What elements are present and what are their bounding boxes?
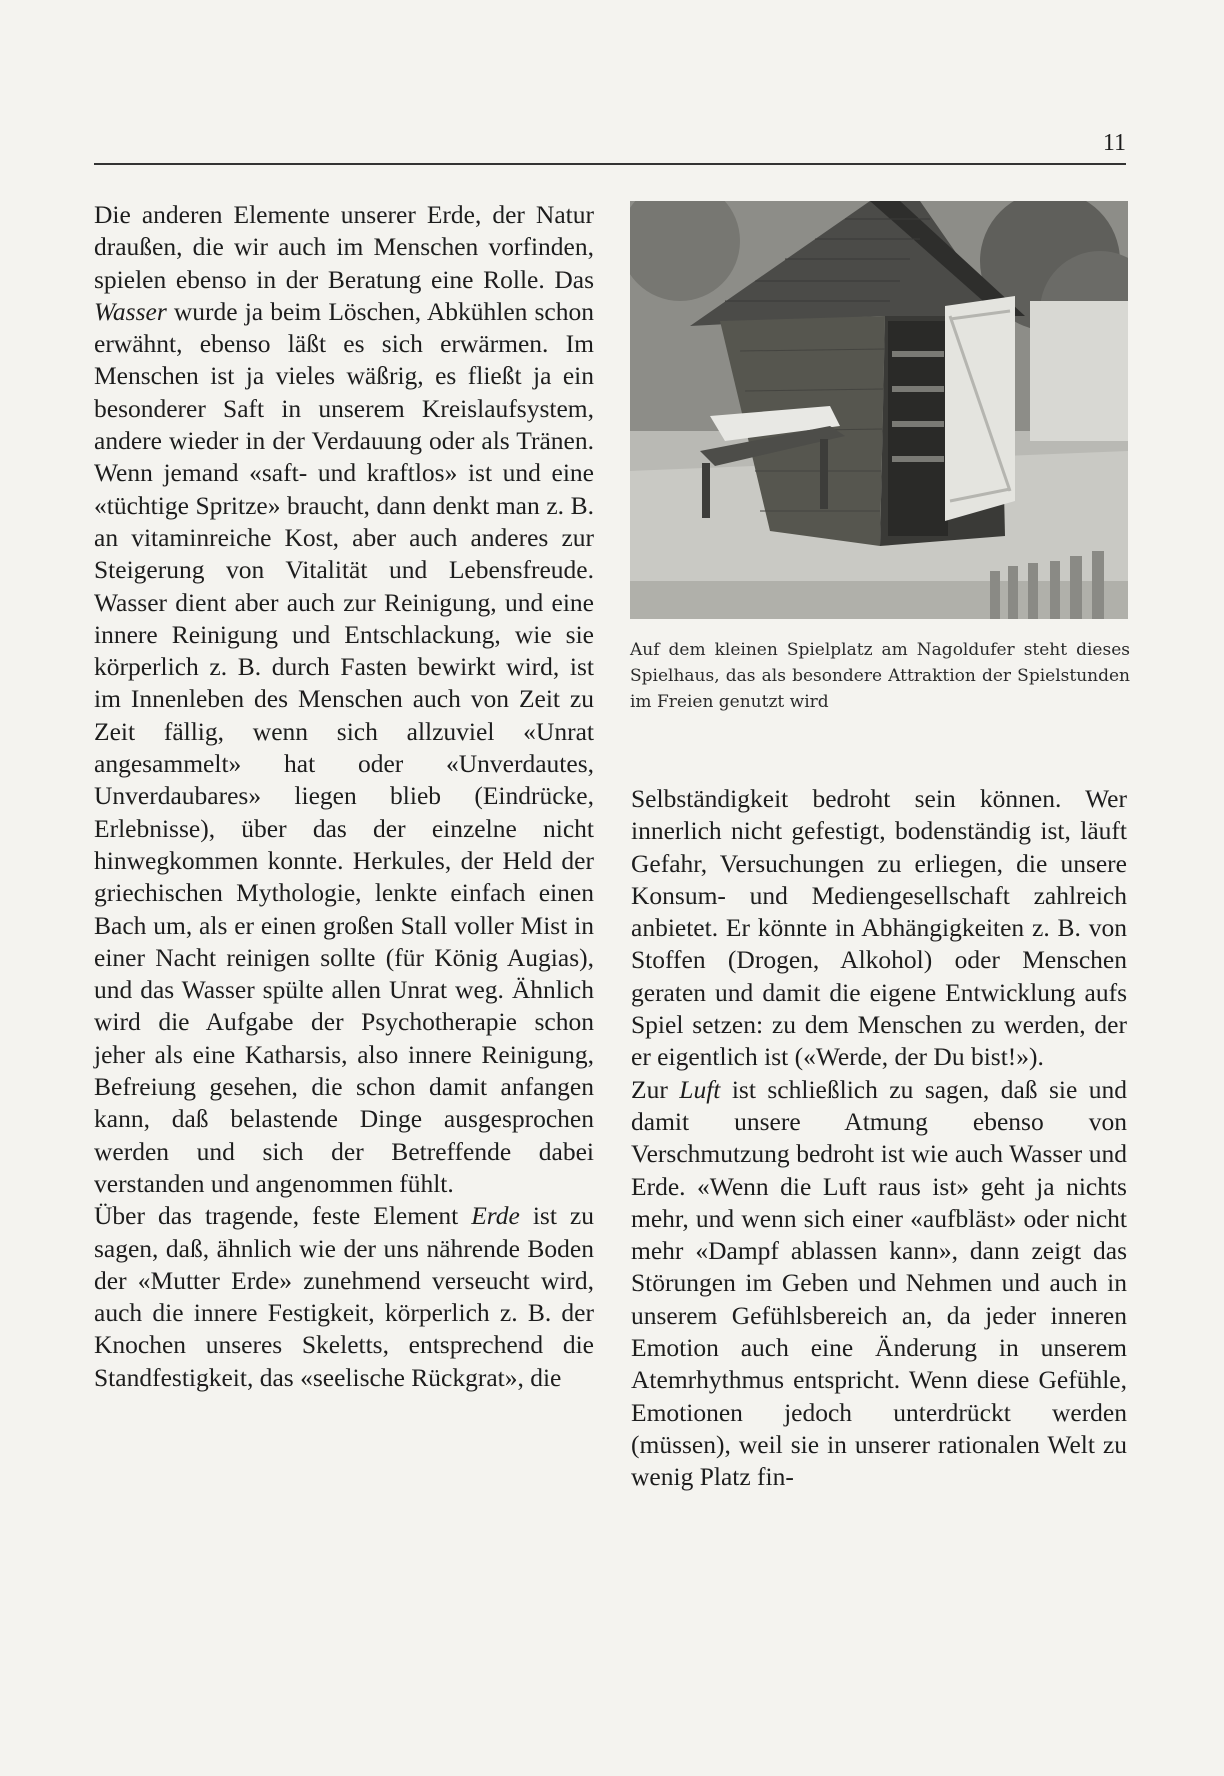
text-run: wurde ja beim Löschen, Abkühlen schon erwähnt, ebenso läßt es sich erwärmen. Im Menschen ist ja vieles wäßrig, es fließt ja ein besonderer Saft in unserem Kreislaufsystem, andere wieder in der Verdauung oder als Tränen. Wenn jemand «saft- und kraftlos» ist und eine «tüchtige Spritze» braucht, dann denkt man z. B. an vitaminreiche Kost, aber auch anderes zur Steigerung von Vitalität und Lebensfreude. Wasser dient aber auch zur Reinigung, und eine innere Reinigung und Entschlackung, wie sie körperlich z. B. durch Fasten bewirkt wird, ist im Innenleben des Menschen auch von Zeit zu Zeit fällig, wenn sich allzuviel «Unrat angesammelt» hat oder «Unverdautes, Unverdaubares» liegen blieb (Eindrücke, Erlebnisse), über das der einzelne nicht hinwegkommen konnte. Herkules, der Held der griechischen Mythologie, lenkte einfach einen Bach um, als er einen großen Stall voller Mist in einer Nacht reinigen sollte (für König Augias), und das Wasser spülte allen Unrat weg. Ähnlich wird die Aufgabe der Psychotherapie schon jeher als eine Katharsis, also innere Reinigung, Befreiung gesehen, die schon damit anfangen kann, daß belastende Dinge ausgesprochen werden und sich der Betreffende dabei verstanden und angenommen fühlt. [94,296,594,1198]
emphasis-erde: Erde [471,1201,520,1231]
text-run: Zur [631,1074,680,1104]
emphasis-wasser: Wasser [94,296,167,326]
paragraph-wasser [94,199,594,1200]
emphasis-luft: Luft [679,1074,721,1104]
header-rule [94,163,1126,165]
text-run: Über das tragende, feste Element [94,1201,472,1231]
figure-caption: Auf dem kleinen Spielplatz am Nagoldufer steht dieses Spielhaus, das als besondere Attraktion der Spielstunden im Freien genutzt wird [630,640,1130,712]
left-column [94,199,594,1394]
page-number: 11 [1102,130,1126,156]
text-run: ist zu sagen, daß, ähnlich wie der uns nährende Boden der «Mutter Erde» zunehmend verseucht wird, auch die innere Festigkeit, körperlich z. B. der Knochen unseres Skeletts, entsprechend die Standfestigkeit, das «seelische Rückgrat», die [94,1201,594,1392]
text-run: ist schließlich zu sagen, daß sie und damit unsere Atmung ebenso von Verschmutzung bedroht ist wie auch Wasser und Erde. «Wenn die Luft raus ist» geht ja nichts mehr, und wenn sich einer «aufbläst» oder nicht mehr «Dampf ablassen kann», dann zeigt das Störungen im Geben und Nehmen und auch in unserem Gefühlsbereich an, da jeder inneren Emotion auch eine Änderung in unserem Atemrhythmus entspricht. Wenn diese Gefühle, Emotionen jedoch unterdrückt werden (müssen), weil sie in unserer rationalen Welt zu wenig Platz fin- [631,1074,1127,1492]
right-column [631,783,1127,1494]
text-run: Die anderen Elemente unserer Erde, der Natur draußen, die wir auch im Menschen vorfinden, spielen ebenso in der Beratung eine Rolle. Das [94,200,594,294]
playhouse-photo [630,201,1128,619]
paragraph-luft [631,1074,1127,1494]
paragraph-selbstaendigkeit: Selbständigkeit bedroht sein können. Wer innerlich nicht gefestigt, bodenständig ist, läuft Gefahr, Versuchungen zu erliegen, die unsere Konsum- und Mediengesellschaft zahlreich anbietet. Er könnte in Abhängigkeiten z. B. von Stoffen (Drogen, Alkohol) oder Menschen geraten und damit die eigene Entwicklung aufs Spiel setzen: zu dem Menschen zu werden, der er eigentlich ist («Werde, der Du bist!»). [631,784,1127,1072]
paragraph-erde [94,1200,594,1394]
